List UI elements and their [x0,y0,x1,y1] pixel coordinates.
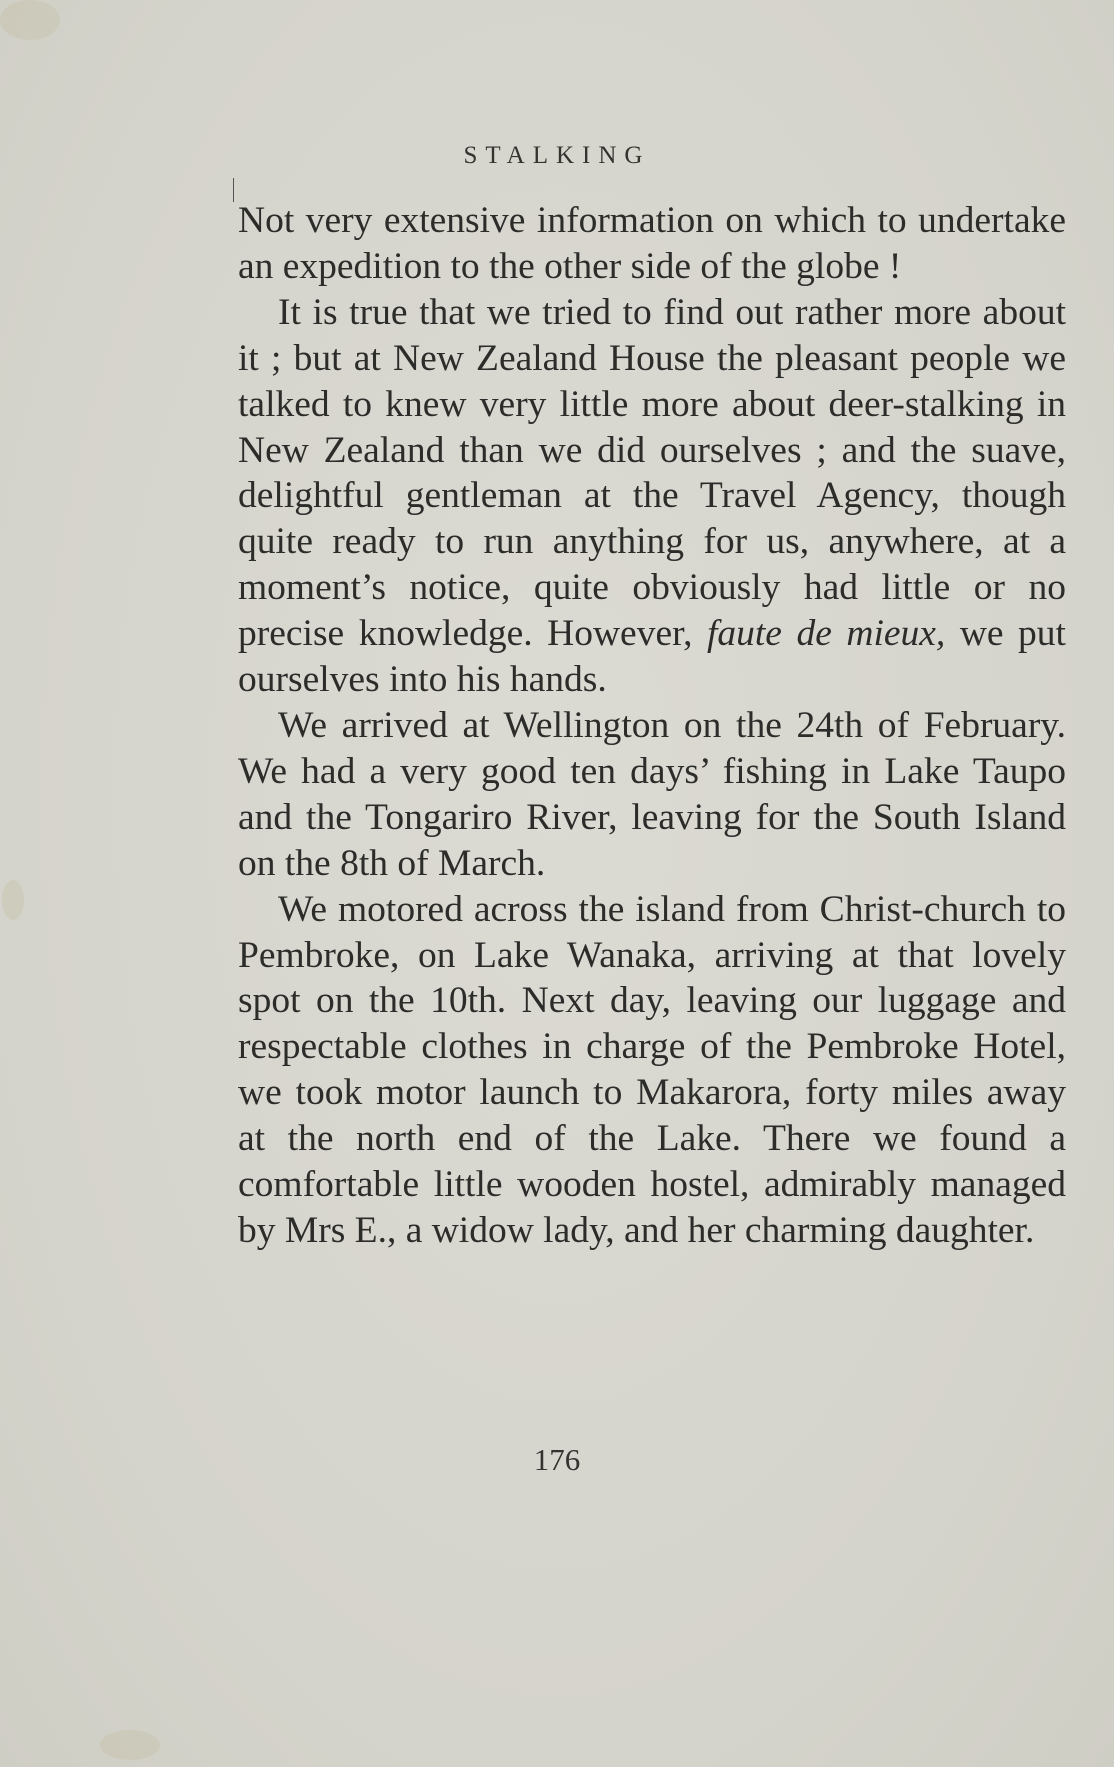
paper-stain [0,0,60,40]
paragraph-text: We motored across the island from Christ-church to Pembroke, on Lake Wanaka, arriving at that lovely spot on the 10th. Next day, leaving our luggage and respectable clothes in charge of the Pembroke Hotel, we took motor launch to Makarora, forty miles away at the north end of the Lake. There we found a comfortable little wooden hostel, admirably managed by Mrs E., a widow lady, and her charming daughter. [238,888,1066,1251]
paragraph-text-end: we put ourselves into his hands. [238,613,1066,701]
paper-stain [2,880,24,920]
paragraph-2 [238,290,1066,703]
margin-mark [233,178,234,202]
paper-stain [100,1730,160,1760]
body-text [238,198,1066,1254]
paragraph-4 [238,887,1066,1254]
paragraph-3 [238,703,1066,887]
page-number: 176 [533,1442,581,1477]
paragraph-text: We arrived at Wellington on the 24th of February. We had a very good ten days’ fishing in Lake Taupo and the Tongariro River, leaving for the South Island on the 8th of March. [238,704,1066,884]
paragraph-text: Not very extensive information on which to undertake an expedition to the other side of the globe ! [238,200,1066,287]
running-head: STALKING [463,142,651,169]
italic-phrase: faute de mieux, [706,613,946,655]
paragraph-1 [238,198,1066,290]
paragraph-text: It is true that we tried to find out rather more about it ; but at New Zealand House the pleasant people we talked to knew very little more about deer-stalking in New Zealand than we did ourselves ; and the suave, delightful gentleman at the Travel Agency, though quite ready to run anything for us, anywhere, at a moment’s notice, quite obviously had little or no precise knowledge. However, [238,291,1066,655]
